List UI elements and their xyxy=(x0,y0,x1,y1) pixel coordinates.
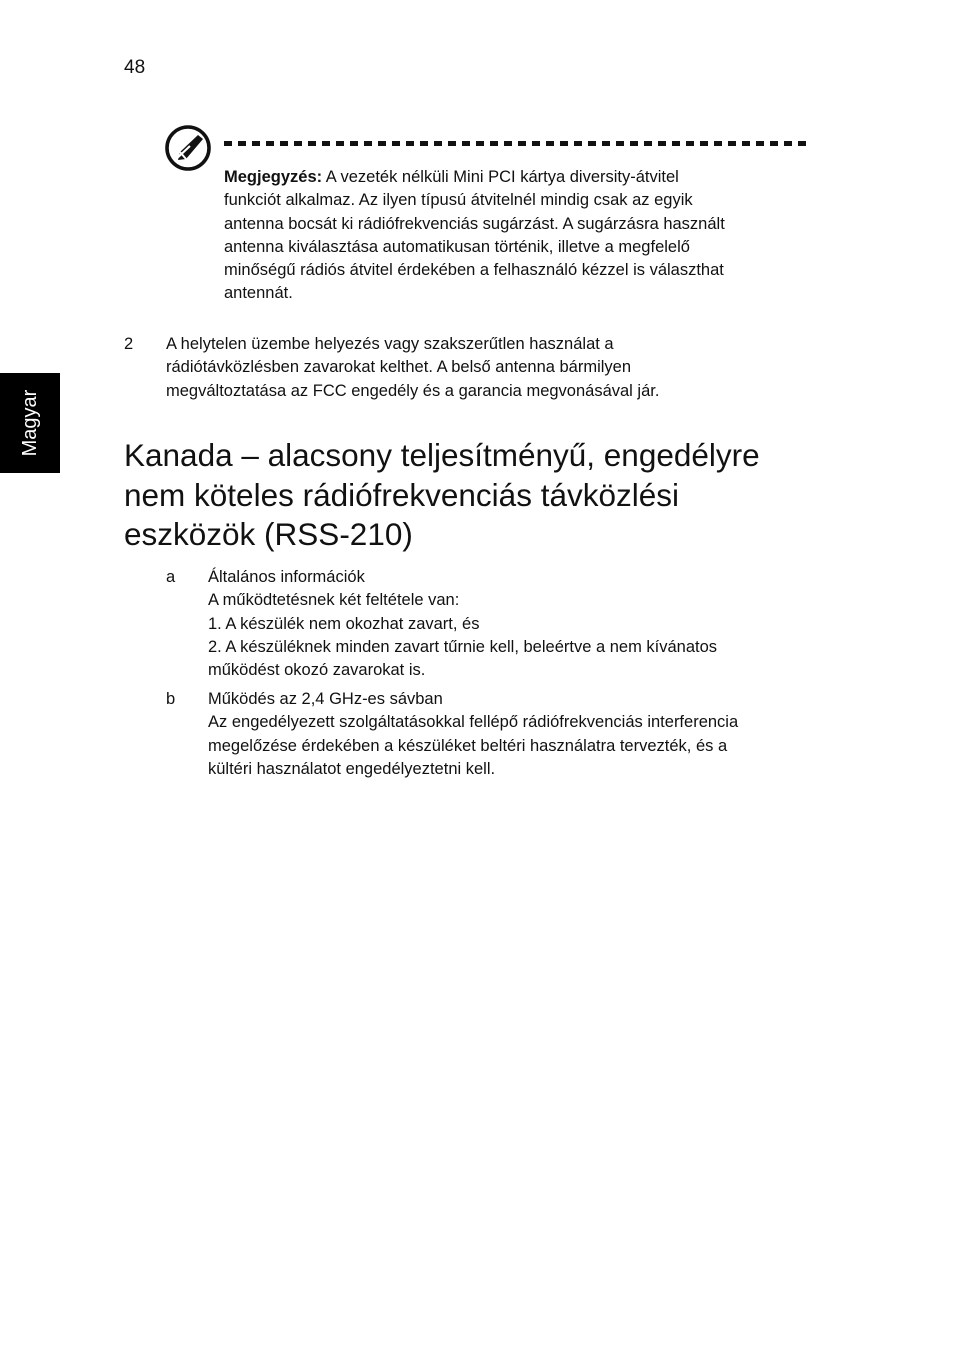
list-item-text xyxy=(208,566,818,682)
item-a-line-2: A működtetésnek két feltétele van: xyxy=(208,591,460,610)
item-a-line-5: működést okozó zavarokat is. xyxy=(208,661,426,680)
note-line-1-text: A vezeték nélküli Mini PCI kártya diversity-átvitel xyxy=(322,168,679,186)
item-b-line-3: megelőzése érdekében a készüléket beltéri használatra tervezték, és a xyxy=(208,736,728,755)
item2-line-1: A helytelen üzembe helyezés vagy szakszerűtlen használat a xyxy=(166,335,614,353)
note-dashed-rule xyxy=(224,141,809,146)
note-line-6: antennát. xyxy=(224,284,293,303)
list-item-number: 2 xyxy=(124,335,134,353)
item-a-line-1: Általános információk xyxy=(208,568,365,586)
list-item-text xyxy=(208,688,818,781)
note-line-5: minőségű rádiós átvitel érdekében a felhasználó kézzel is választhat xyxy=(224,261,724,280)
heading-line-1: Kanada – alacsony teljesítményű, engedélyre xyxy=(124,437,760,473)
item2-line-3: megváltoztatása az FCC engedély és a garancia megvonásával jár. xyxy=(166,381,660,400)
list-item-letter: a xyxy=(166,568,176,586)
note-line-1 xyxy=(224,166,809,189)
section-heading xyxy=(124,436,824,555)
note-line-2: funkciót alkalmaz. Az ilyen típusú átvitelnél mindig csak az egyik xyxy=(224,191,693,210)
language-tab xyxy=(0,373,60,473)
item-b-line-1: Működés az 2,4 GHz-es sávban xyxy=(208,690,443,708)
list-item-letter: b xyxy=(166,690,176,708)
language-tab-label: Magyar xyxy=(19,389,41,457)
note-text xyxy=(224,166,809,306)
item-b-line-2: Az engedélyezett szolgáltatásokkal fellépő rádiófrekvenciás interferencia xyxy=(208,713,739,732)
page-number: 48 xyxy=(124,57,146,78)
item-b-line-4: kültéri használatot engedélyeztetni kell. xyxy=(208,759,496,778)
item-a-line-3: 1. A készülék nem okozhat zavart, és xyxy=(208,614,480,633)
item2-line-2: rádiótávközlésben zavarokat kelthet. A belső antenna bármilyen xyxy=(166,358,632,377)
note-line-3: antenna bocsát ki rádiófrekvenciás sugárzást. A sugárzásra használt xyxy=(224,214,725,233)
note-label: Megjegyzés: xyxy=(224,168,323,186)
heading-line-2: nem köteles rádiófrekvenciás távközlési xyxy=(124,476,680,513)
heading-line-3: eszközök (RSS-210) xyxy=(124,516,413,552)
item-a-line-4: 2. A készüléknek minden zavart tűrnie kell, beleértve a nem kívánatos xyxy=(208,637,718,656)
list-item-text xyxy=(166,333,816,403)
note-pen-icon xyxy=(164,124,212,172)
note-line-4: antenna kiválasztása automatikusan történik, illetve a megfelelő xyxy=(224,237,690,256)
